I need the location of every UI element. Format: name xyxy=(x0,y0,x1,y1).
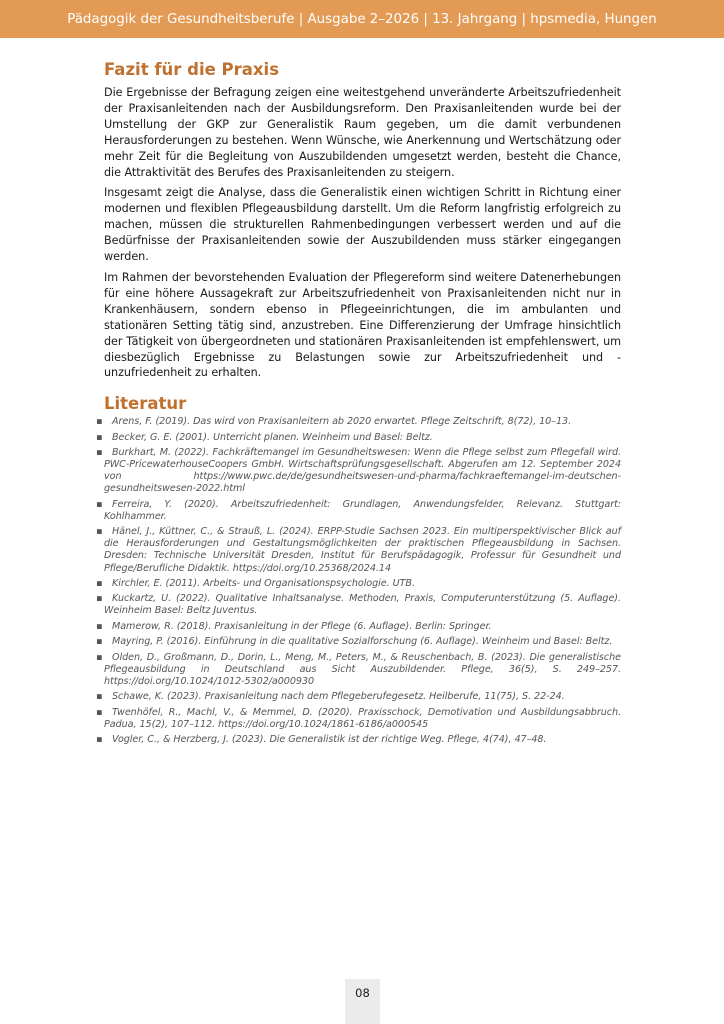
reference-item xyxy=(96,431,621,444)
reference-text: Hänel, J., Küttner, C., & Strauß, L. (2024). ERPP-Studie Sachsen 2023. Ein multiperspektivischer Blick auf die Herausforderungen und Gestaltungsmöglichkeiten der praktischen Pflegeausbildung in Sachsen. Dresden: Technische Universität Dresden, Institut für Berufspädagogik, Professur für Gesundheit und Pflege/Berufliche Didaktik. https://doi.org/10.25368/2024.14 xyxy=(104,526,621,574)
square-bullet-icon: ▪ xyxy=(96,691,103,703)
reference-text: Kuckartz, U. (2022). Qualitative Inhaltsanalyse. Methoden, Praxis, Computerunterstützung (5. Auflage). Weinheim Basel: Beltz Juventus. xyxy=(104,593,621,617)
reference-item xyxy=(96,416,621,428)
square-bullet-icon: ▪ xyxy=(96,706,103,718)
reference-item xyxy=(96,447,621,495)
square-bullet-icon: ▪ xyxy=(96,577,103,589)
reference-item xyxy=(96,620,621,633)
section-title-literatur: Literatur xyxy=(104,394,187,414)
reference-item xyxy=(96,526,621,574)
paragraph: Insgesamt zeigt die Analyse, dass die Generalistik einen wichtigen Schritt in Richtung einer modernen und flexiblen Pflegeausbildung darstellt. Um die Reform langfristig erfolgreich zu machen, müssen die strukturellen Rahmenbedingungen verbessert werden und auf die Bedürfnisse der Praxisanleitenden sowie der Auszubildenden muss stärker eingegangen werden. xyxy=(104,186,621,264)
reference-item xyxy=(96,691,621,703)
square-bullet-icon: ▪ xyxy=(96,651,103,663)
page-number: 08 xyxy=(355,986,370,1000)
square-bullet-icon: ▪ xyxy=(96,416,103,428)
reference-text: Mayring, P. (2016). Einführung in die qualitative Sozialforschung (6. Auflage). Weinheim und Basel: Beltz. xyxy=(112,636,613,648)
square-bullet-icon: ▪ xyxy=(96,636,103,648)
reference-item xyxy=(96,636,621,648)
reference-text: Mamerow, R. (2018). Praxisanleitung in der Pflege (6. Auflage). Berlin: Springer. xyxy=(112,620,492,632)
reference-text: Arens, F. (2019). Das wird von Praxisanleitern ab 2020 erwartet. Pflege Zeitschrift, 8(72), 10–13. xyxy=(112,416,572,428)
square-bullet-icon: ▪ xyxy=(96,431,103,443)
article-content xyxy=(96,60,621,749)
paragraph: Im Rahmen der bevorstehenden Evaluation der Pflegereform sind weitere Datenerhebungen für eine höhere Aussagekraft zur Arbeitszufriedenheit von Praxisanleitenden nicht nur in Krankenhäusern, sondern ebenso in Pflegeeinrichtungen, die im ambulanten und stationären Setting tätig sind, anzustreben. Eine Differenzierung der Umfrage hinsichtlich der Tätigkeit von übergeordneten und stationären Praxisanleitenden ist empfehlenswert, um diesbezüglich Ergebnisse zu Belastungen sowie zur Arbeitszufriedenheit und -unzufriedenheit zu erhalten. xyxy=(104,270,621,380)
paragraph: Die Ergebnisse der Befragung zeigen eine weitestgehend unveränderte Arbeitszufriedenheit der Praxisanleitenden nach der Ausbildungsreform. Den Praxisanleitenden wurde bei der Umstellung der GKP zur Generalistik Raum gegeben, um die damit verbundenen Herausforderungen zu bestehen. Wenn Wünsche, wie Anerkennung und Wertschätzung oder mehr Zeit für die Begleitung von Auszubildenden umgesetzt werden, besteht die Chance, die Attraktivität des Berufes des Praxisanleitenden zu steigern. xyxy=(104,86,621,179)
square-bullet-icon: ▪ xyxy=(96,734,103,746)
reference-text: Schawe, K. (2023). Praxisanleitung nach dem Pflegeberufegesetz. Heilberufe, 11(75), S. 22-24. xyxy=(112,691,565,703)
square-bullet-icon: ▪ xyxy=(96,620,103,632)
square-bullet-icon: ▪ xyxy=(96,498,103,510)
page-number-tab xyxy=(345,979,380,1024)
reference-text: Becker, G. E. (2001). Unterricht planen. Weinheim und Basel: Beltz. xyxy=(112,431,433,443)
reference-item xyxy=(96,706,621,731)
reference-item xyxy=(96,593,621,617)
reference-text: Olden, D., Großmann, D., Dorin, L., Meng, M., Peters, M., & Reuschenbach, B. (2023). Die generalistische Pflegeausbildung in Deutschland aus Sicht Auszubildender. Pflege, 36(5), S. 249–257. https://doi.org/10.1024/1012-5302/a000930 xyxy=(104,651,621,687)
running-header-title: Pädagogik der Gesundheitsberufe | Ausgabe 2–2026 | 13. Jahrgang | hpsmedia, Hungen xyxy=(67,11,657,27)
reference-text: Burkhart, M. (2022). Fachkräftemangel im Gesundheitswesen: Wenn die Pflege selbst zum Pflegefall wird. PWC-PricewaterhouseCoopers GmbH. Wirtschaftsprüfungsgesellschaft. Abgerufen am 12. September 2024 von https://www.pwc.de/de/gesundheitswesen-und-pharma/fachkraeftemangel-im-deutschen-gesundheitswesen-2022.html xyxy=(104,447,621,495)
section-title-fazit: Fazit für die Praxis xyxy=(104,60,280,79)
square-bullet-icon: ▪ xyxy=(96,526,103,538)
reference-text: Ferreira, Y. (2020). Arbeitszufriedenheit: Grundlagen, Anwendungsfelder, Relevanz. Stuttgart: Kohlhammer. xyxy=(104,498,621,522)
reference-text: Vogler, C., & Herzberg, J. (2023). Die Generalistik ist der richtige Weg. Pflege, 4(74), 47–48. xyxy=(112,734,547,746)
reference-list xyxy=(96,416,621,746)
square-bullet-icon: ▪ xyxy=(96,447,103,459)
square-bullet-icon: ▪ xyxy=(96,593,103,605)
reference-item xyxy=(96,577,621,590)
reference-item xyxy=(96,734,621,746)
reference-text: Twenhöfel, R., Machl, V., & Memmel, D. (2020). Praxisschock, Demotivation und Ausbildungsabbruch. Padua, 15(2), 107–112. https://doi.org/10.1024/1861-6186/a000545 xyxy=(104,706,621,730)
reference-item xyxy=(96,651,621,688)
reference-item xyxy=(96,498,621,523)
running-header xyxy=(0,0,724,38)
reference-text: Kirchler, E. (2011). Arbeits- und Organisationspsychologie. UTB. xyxy=(112,577,415,589)
